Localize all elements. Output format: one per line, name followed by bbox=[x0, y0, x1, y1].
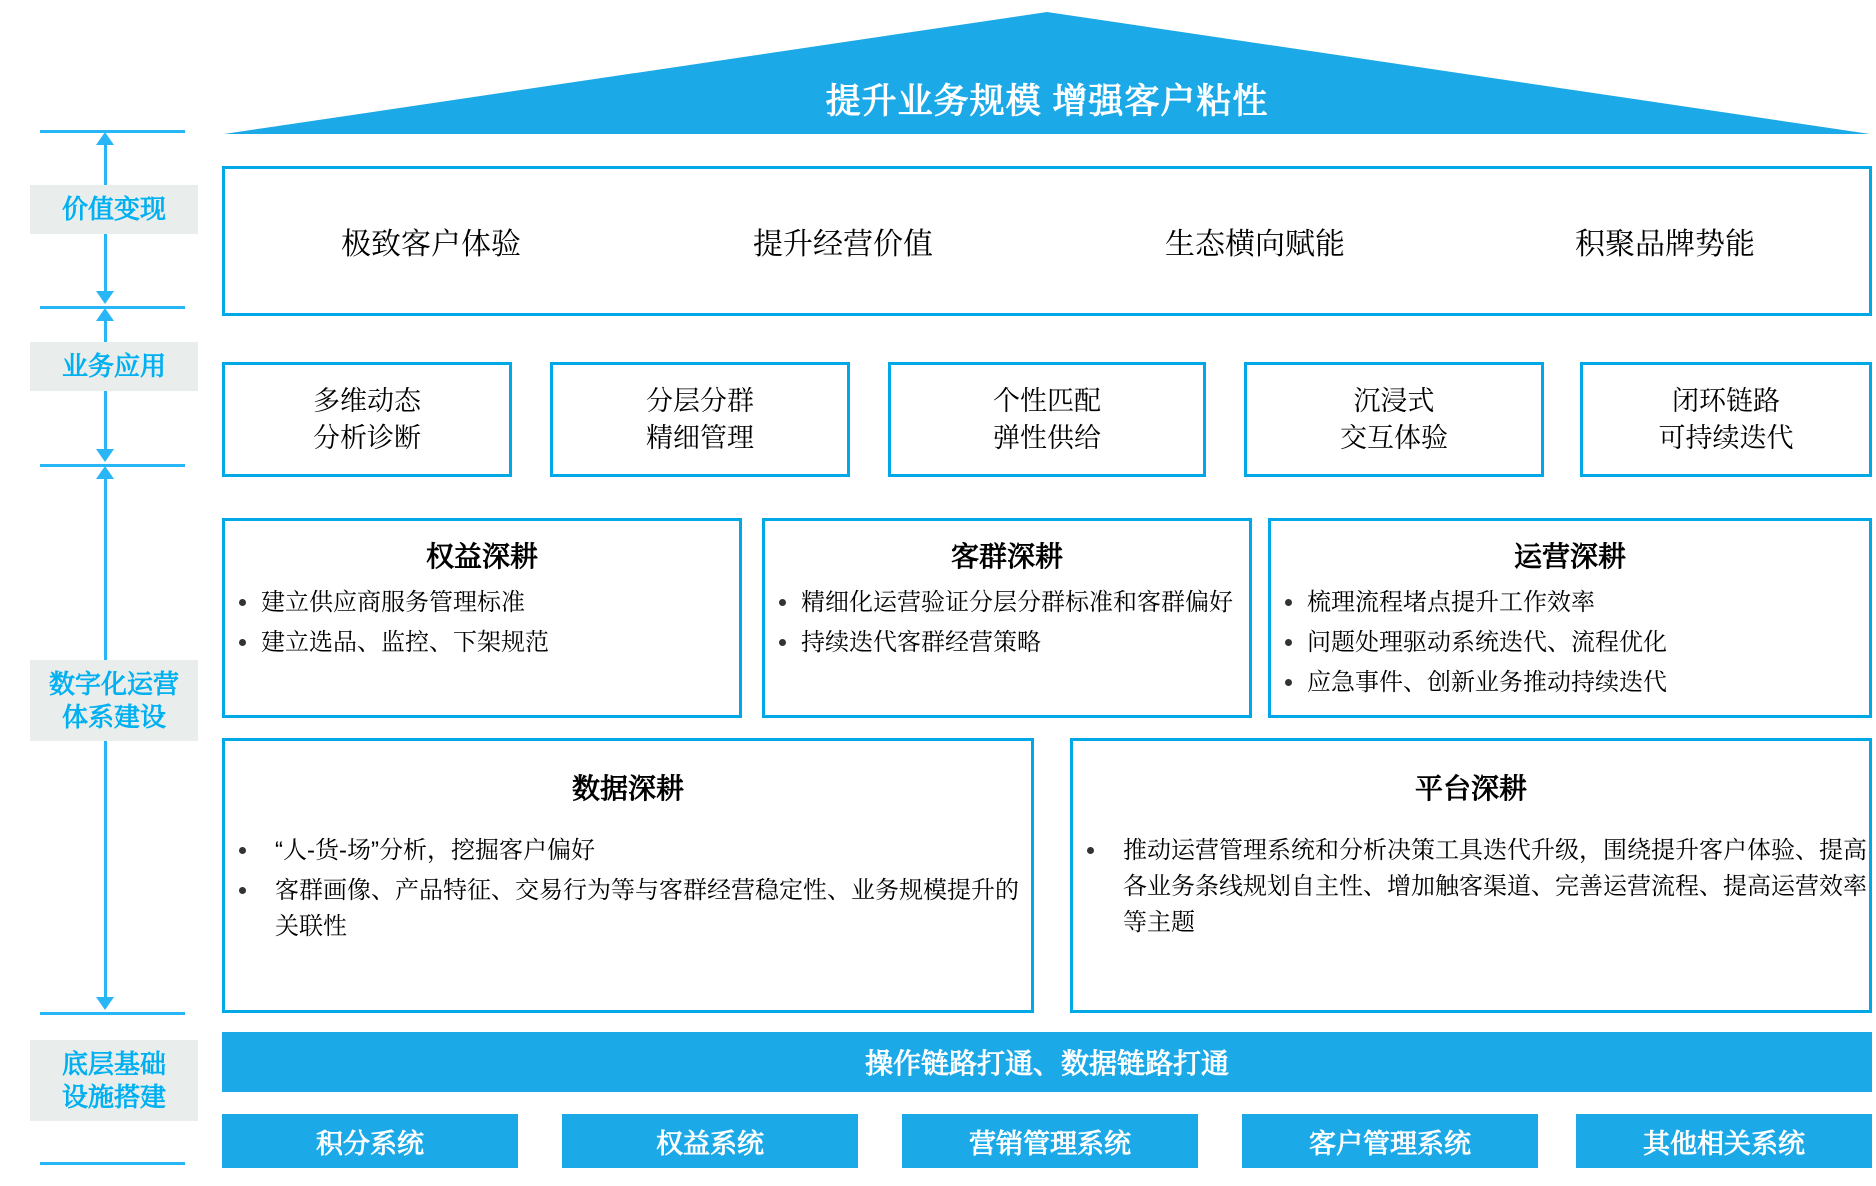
card-data-title: 数据深耕 bbox=[571, 773, 684, 804]
bullet: 应急事件、创新业务推动持续迭代 bbox=[1271, 665, 1869, 701]
system-box-3[interactable]: 营销管理系统 bbox=[902, 1114, 1198, 1168]
card-equity-bullets bbox=[225, 585, 739, 661]
roof-title: 提升业务规模 增强客户粘性 bbox=[825, 82, 1269, 121]
card-equity bbox=[222, 518, 742, 718]
app-box-1-line2: 分析诊断 bbox=[313, 422, 421, 453]
card-data-bullets bbox=[225, 833, 1031, 945]
app-box-5-line1: 闭环链路 bbox=[1672, 386, 1780, 417]
value-item-2: 提升经营价值 bbox=[753, 228, 933, 261]
stage-rail bbox=[18, 130, 203, 1170]
card-operation bbox=[1268, 518, 1872, 718]
app-box-1-line1: 多维动态 bbox=[313, 386, 421, 417]
rail-label-operation: 数字化运营 体系建设 bbox=[30, 660, 198, 741]
rail-divider bbox=[40, 1162, 185, 1165]
app-box-5 bbox=[1580, 362, 1872, 477]
rail-arrow-up-icon bbox=[96, 466, 114, 479]
card-customer bbox=[762, 518, 1252, 718]
rail-label-application: 业务应用 bbox=[30, 342, 198, 391]
system-box-1[interactable]: 积分系统 bbox=[222, 1114, 518, 1168]
app-box-4 bbox=[1244, 362, 1544, 477]
app-box-4-line1: 沉浸式 bbox=[1353, 386, 1435, 417]
app-box-4-line2: 交互体验 bbox=[1340, 422, 1448, 453]
rail-label-value: 价值变现 bbox=[30, 185, 198, 234]
app-box-5-line2: 可持续迭代 bbox=[1658, 422, 1794, 453]
rail-arrow-down-icon bbox=[96, 449, 114, 462]
card-data bbox=[222, 738, 1034, 1013]
app-box-3 bbox=[888, 362, 1206, 477]
app-box-2-line2: 精细管理 bbox=[646, 422, 754, 453]
app-box-1 bbox=[222, 362, 512, 477]
value-item-1: 极致客户体验 bbox=[341, 228, 521, 261]
rail-label-foundation: 底层基础 设施搭建 bbox=[30, 1040, 198, 1121]
value-item-3: 生态横向赋能 bbox=[1165, 228, 1345, 261]
card-equity-title: 权益深耕 bbox=[425, 541, 538, 572]
bullet: 梳理流程堵点提升工作效率 bbox=[1271, 585, 1869, 621]
bullet: “人-货-场”分析，挖掘客户偏好 bbox=[225, 833, 1031, 869]
bullet: 客群画像、产品特征、交易行为等与客群经营稳定性、业务规模提升的关联性 bbox=[225, 873, 1031, 945]
system-box-2[interactable]: 权益系统 bbox=[562, 1114, 858, 1168]
value-layer-box bbox=[222, 166, 1872, 316]
bullet: 精细化运营验证分层分群标准和客群偏好 bbox=[765, 585, 1249, 621]
card-platform-bullets bbox=[1073, 833, 1869, 941]
app-box-3-line1: 个性匹配 bbox=[993, 386, 1101, 417]
rail-divider bbox=[40, 1012, 185, 1015]
card-platform-title: 平台深耕 bbox=[1414, 773, 1527, 804]
value-item-4: 积聚品牌势能 bbox=[1575, 228, 1755, 261]
app-box-2-line1: 分层分群 bbox=[646, 386, 754, 417]
card-operation-bullets bbox=[1271, 585, 1869, 701]
card-customer-bullets bbox=[765, 585, 1249, 661]
rail-arrow-down-icon bbox=[96, 291, 114, 304]
foundation-banner: 操作链路打通、数据链路打通 bbox=[222, 1032, 1872, 1092]
bullet: 建立选品、监控、下架规范 bbox=[225, 625, 739, 661]
bullet: 建立供应商服务管理标准 bbox=[225, 585, 739, 621]
system-box-5[interactable]: 其他相关系统 bbox=[1576, 1114, 1872, 1168]
card-operation-title: 运营深耕 bbox=[1513, 541, 1626, 572]
rail-arrow-up-icon bbox=[96, 308, 114, 321]
app-box-3-line2: 弹性供给 bbox=[993, 422, 1101, 453]
rail-arrow-up-icon bbox=[96, 132, 114, 145]
roof-shape bbox=[222, 8, 1872, 138]
bullet: 问题处理驱动系统迭代、流程优化 bbox=[1271, 625, 1869, 661]
card-customer-title: 客群深耕 bbox=[950, 541, 1063, 572]
bullet: 推动运营管理系统和分析决策工具迭代升级，围绕提升客户体验、提高各业务条线规划自主性、增加触客渠道、完善运营流程、提高运营效率等主题 bbox=[1073, 833, 1869, 941]
system-box-4[interactable]: 客户管理系统 bbox=[1242, 1114, 1538, 1168]
rail-arrow-down-icon bbox=[96, 997, 114, 1010]
card-platform bbox=[1070, 738, 1872, 1013]
bullet: 持续迭代客群经营策略 bbox=[765, 625, 1249, 661]
app-box-2 bbox=[550, 362, 850, 477]
